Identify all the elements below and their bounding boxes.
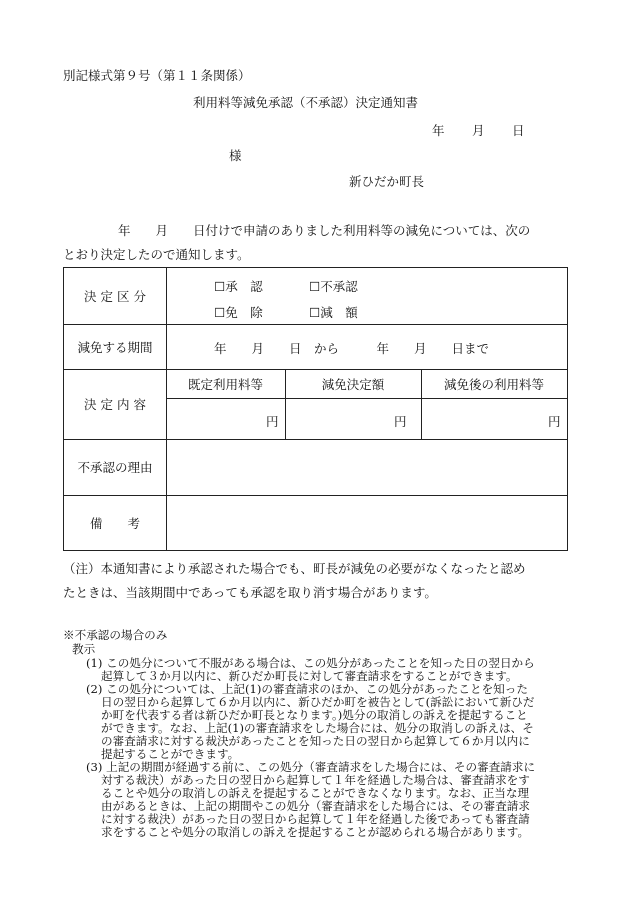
checkbox-reduce[interactable]: ☐減 額 <box>309 305 358 320</box>
instruction-3-line: (3) 上記の期間が経過する前に、この処分（審査請求をした場合には、その審査請求に <box>86 760 536 774</box>
note-line-2: たときは、当該期間中であっても承認を取り消す場合があります。 <box>63 585 437 600</box>
date-month: 月 <box>472 123 485 138</box>
remarks-label: 備 考 <box>89 515 140 531</box>
document-title: 利用料等減免承認（不承認）決定通知書 <box>193 95 419 110</box>
body-line-1: 年 月 日付けで申請のありました利用料等の減免については、次の <box>118 223 531 238</box>
note-line-1: （注）本通知書により承認された場合でも、町長が減免の必要がなくなったと認め <box>63 561 526 576</box>
decision-content-label: 決 定 内 容 <box>84 397 146 412</box>
date-year: 年 <box>432 123 445 138</box>
form-number: 別記様式第９号（第１１条関係） <box>63 68 251 83</box>
fee-after-reduction-header: 減免後の利用料等 <box>443 376 544 392</box>
exemption-period-value: 年 月 日 から 年 月 日まで <box>214 341 490 356</box>
yen-unit: 円 <box>548 414 561 429</box>
instruction-2-line: か町を代表する者は新ひだか町長となります。)処分の取消しの訴えを提起すること <box>101 708 528 722</box>
instruction-3-line: 由があるときは、上記の期間やこの処分（審査請求をした場合には、その審査請求 <box>101 799 530 813</box>
instruction-2-line: 提起することができます。 <box>101 747 240 761</box>
instructions-subheading: 教示 <box>72 642 96 656</box>
instruction-2-line: 日の翌日から起算して６か月以内に、新ひだか町を被告として(訴訟において新ひだ <box>101 695 535 709</box>
issuer: 新ひだか町長 <box>349 174 425 189</box>
checkbox-approve[interactable]: ☐承 認 <box>214 279 263 294</box>
decision-table <box>63 267 568 551</box>
instruction-2-line: ができます。なお、上記(1)の審査請求をした場合には、処分の取消しの訴えは、そ <box>101 721 534 735</box>
exemption-period-label: 減免する期間 <box>77 339 153 355</box>
instruction-3-line: に対する裁決）があった日の翌日から起算して１年を経過した後であっても審査請 <box>101 812 530 826</box>
disapproval-reason-label: 不承認の理由 <box>77 460 153 475</box>
instruction-3-line: 対する裁決）があった日の翌日から起算して１年を経過した場合は、審査請求をす <box>101 773 530 787</box>
checkbox-disapprove[interactable]: ☐不承認 <box>309 279 358 294</box>
standard-fee-header: 既定利用料等 <box>187 376 263 392</box>
instructions-heading: ※不承認の場合のみ <box>63 628 168 642</box>
checkbox-exempt[interactable]: ☐免 除 <box>214 305 263 320</box>
decision-category-label: 決 定 区 分 <box>84 289 146 304</box>
instruction-2-line: の審査請求に対する裁決があったことを知った日の翌日から起算して６か月以内に <box>101 734 530 748</box>
row-divider <box>166 398 567 399</box>
yen-unit: 円 <box>266 414 279 429</box>
instruction-2-line: (2) この処分については、上記(1)の審査請求のほか、この処分があったことを知った <box>86 682 528 696</box>
instruction-3-line: ることや処分の取消しの訴えを提起することができなくなります。なお、正当な理 <box>101 786 530 800</box>
instruction-1-line: 起算して３か月以内に、新ひだか町長に対して審査請求をすることができます。 <box>101 669 518 683</box>
reduction-amount-header: 減免決定額 <box>321 376 385 392</box>
instruction-1-line: (1) この処分について不服がある場合は、この処分があったことを知った日の翌日から <box>86 656 535 670</box>
addressee-suffix: 様 <box>229 148 242 163</box>
column-divider <box>166 268 167 550</box>
body-line-2: とおり決定したので通知します。 <box>63 247 250 262</box>
instruction-3-line: 求をすることや処分の取消しの訴えを提起することが認められる場合があります。 <box>101 825 530 839</box>
yen-unit: 円 <box>394 414 407 429</box>
date-day: 日 <box>512 123 525 138</box>
